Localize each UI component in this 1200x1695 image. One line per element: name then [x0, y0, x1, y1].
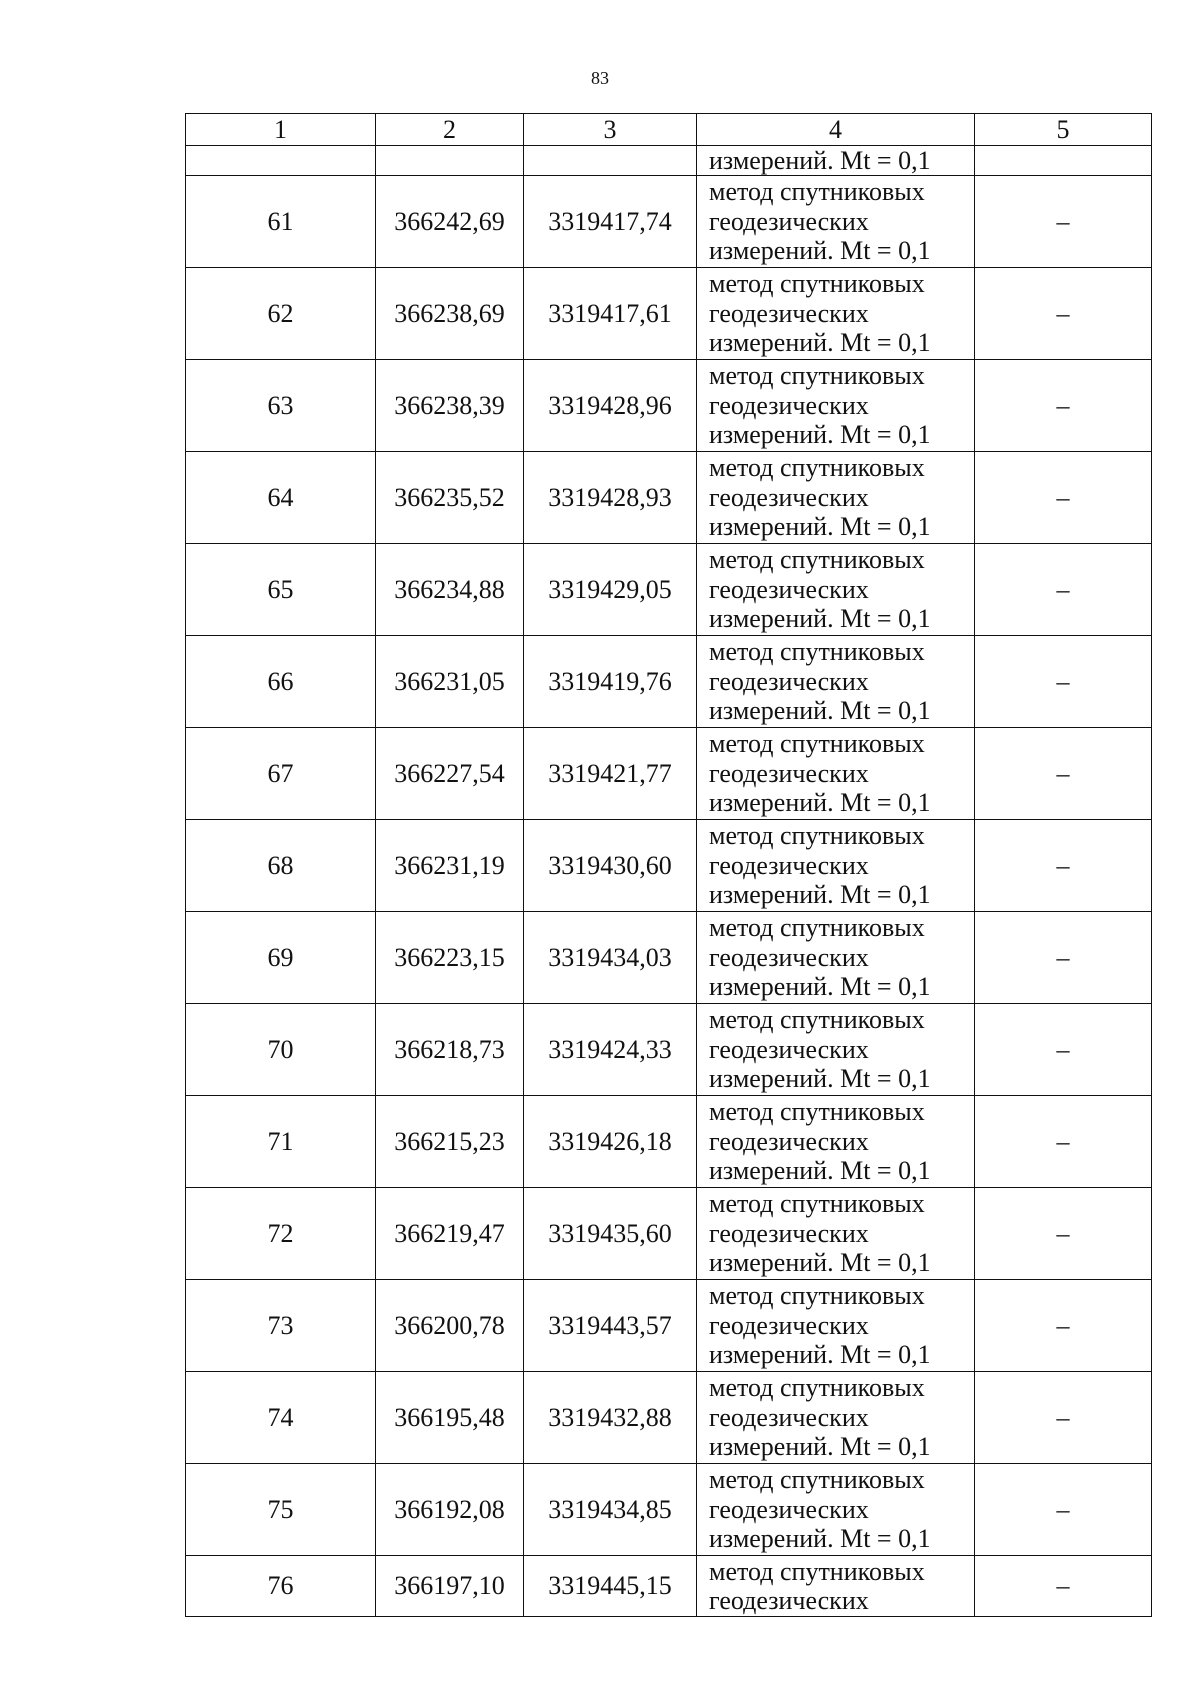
method-cell: [697, 728, 975, 820]
method-line: геодезических: [709, 1586, 869, 1615]
method-line: измерений. Mt = 0,1: [709, 1524, 931, 1554]
table-body: [186, 146, 1152, 1617]
method-line: метод спутниковых: [709, 821, 925, 851]
continuation-x-cell: [376, 146, 524, 176]
x-coordinate-cell: 366218,73: [376, 1004, 524, 1096]
table-row: [186, 1556, 1152, 1617]
method-line: метод спутниковых: [709, 453, 925, 483]
method-line: метод спутниковых: [709, 1281, 925, 1311]
point-number-cell: 71: [186, 1096, 376, 1188]
y-coordinate-cell: 3319429,05: [524, 544, 697, 636]
point-number-cell: 66: [186, 636, 376, 728]
point-number-cell: 64: [186, 452, 376, 544]
method-line: геодезических: [709, 482, 869, 512]
point-number-cell: 75: [186, 1464, 376, 1556]
method-line: геодезических: [709, 1218, 869, 1248]
y-coordinate-cell: 3319424,33: [524, 1004, 697, 1096]
note-cell: –: [975, 1188, 1152, 1280]
x-coordinate-cell: 366227,54: [376, 728, 524, 820]
point-number-cell: 73: [186, 1280, 376, 1372]
method-line: измерений. Mt = 0,1: [709, 972, 931, 1002]
table-row: [186, 1372, 1152, 1464]
column-header-4: 4: [697, 114, 975, 146]
method-cell: [697, 1464, 975, 1556]
y-coordinate-cell: 3319417,61: [524, 268, 697, 360]
method-line: измерений. Mt = 0,1: [709, 1432, 931, 1462]
method-line: измерений. Mt = 0,1: [709, 604, 931, 634]
method-line: измерений. Mt = 0,1: [709, 1064, 931, 1094]
y-coordinate-cell: 3319432,88: [524, 1372, 697, 1464]
method-cell: [697, 360, 975, 452]
note-cell: –: [975, 452, 1152, 544]
method-line: измерений. Mt = 0,1: [709, 788, 931, 818]
method-line: геодезических: [709, 1494, 869, 1524]
note-cell: –: [975, 268, 1152, 360]
method-line: измерений. Mt = 0,1: [709, 512, 931, 542]
note-cell: –: [975, 728, 1152, 820]
method-line: геодезических: [709, 666, 869, 696]
method-line: геодезических: [709, 574, 869, 604]
continuation-y-cell: [524, 146, 697, 176]
header-row: [186, 114, 1152, 146]
x-coordinate-cell: 366195,48: [376, 1372, 524, 1464]
method-line: измерений. Mt = 0,1: [709, 1156, 931, 1186]
method-cell: [697, 176, 975, 268]
method-line: геодезических: [709, 942, 869, 972]
x-coordinate-cell: 366215,23: [376, 1096, 524, 1188]
y-coordinate-cell: 3319434,85: [524, 1464, 697, 1556]
method-line: геодезических: [709, 1402, 869, 1432]
y-coordinate-cell: 3319445,15: [524, 1556, 697, 1617]
point-number-cell: 76: [186, 1556, 376, 1617]
continuation-note-cell: [975, 146, 1152, 176]
note-cell: –: [975, 1372, 1152, 1464]
page-number: 83: [591, 68, 609, 88]
note-cell: –: [975, 544, 1152, 636]
point-number-cell: 67: [186, 728, 376, 820]
method-cell: [697, 1372, 975, 1464]
method-line: измерений. Mt = 0,1: [709, 1340, 931, 1370]
method-line: геодезических: [709, 1310, 869, 1340]
column-header-5: 5: [975, 114, 1152, 146]
method-line: метод спутниковых: [709, 1556, 925, 1586]
note-cell: –: [975, 636, 1152, 728]
y-coordinate-cell: 3319426,18: [524, 1096, 697, 1188]
y-coordinate-cell: 3319428,93: [524, 452, 697, 544]
point-number-cell: 69: [186, 912, 376, 1004]
x-coordinate-cell: 366192,08: [376, 1464, 524, 1556]
coordinates-table: [185, 113, 1152, 1617]
method-cell: [697, 1556, 975, 1617]
note-cell: –: [975, 1004, 1152, 1096]
method-cell: [697, 636, 975, 728]
method-line: метод спутниковых: [709, 1373, 925, 1403]
method-line: геодезических: [709, 1034, 869, 1064]
x-coordinate-cell: 366238,39: [376, 360, 524, 452]
note-cell: –: [975, 1556, 1152, 1617]
column-header-1: 1: [186, 114, 376, 146]
method-cell: [697, 268, 975, 360]
continuation-method-cell: измерений. Mt = 0,1: [697, 146, 975, 176]
method-cell: [697, 1096, 975, 1188]
method-line: метод спутниковых: [709, 1097, 925, 1127]
method-line: метод спутниковых: [709, 545, 925, 575]
method-cell: [697, 1004, 975, 1096]
point-number-cell: 70: [186, 1004, 376, 1096]
continuation-row: [186, 146, 1152, 176]
method-line: метод спутниковых: [709, 913, 925, 943]
method-cell: [697, 912, 975, 1004]
table-row: [186, 452, 1152, 544]
method-cell: [697, 1280, 975, 1372]
table-row: [186, 820, 1152, 912]
y-coordinate-cell: 3319417,74: [524, 176, 697, 268]
method-line: метод спутниковых: [709, 1189, 925, 1219]
note-cell: –: [975, 820, 1152, 912]
point-number-cell: 68: [186, 820, 376, 912]
y-coordinate-cell: 3319435,60: [524, 1188, 697, 1280]
method-line: метод спутниковых: [709, 177, 925, 207]
method-line: геодезических: [709, 390, 869, 420]
method-cell: [697, 820, 975, 912]
note-cell: –: [975, 1280, 1152, 1372]
y-coordinate-cell: 3319428,96: [524, 360, 697, 452]
x-coordinate-cell: 366234,88: [376, 544, 524, 636]
method-line: метод спутниковых: [709, 361, 925, 391]
x-coordinate-cell: 366238,69: [376, 268, 524, 360]
x-coordinate-cell: 366223,15: [376, 912, 524, 1004]
table-row: [186, 360, 1152, 452]
method-line: геодезических: [709, 758, 869, 788]
y-coordinate-cell: 3319434,03: [524, 912, 697, 1004]
note-cell: –: [975, 1464, 1152, 1556]
method-line: геодезических: [709, 206, 869, 236]
method-line: геодезических: [709, 1126, 869, 1156]
method-line: метод спутниковых: [709, 637, 925, 667]
table-row: [186, 1280, 1152, 1372]
method-line: метод спутниковых: [709, 1005, 925, 1035]
table-row: [186, 1004, 1152, 1096]
continuation-num-cell: [186, 146, 376, 176]
x-coordinate-cell: 366200,78: [376, 1280, 524, 1372]
x-coordinate-cell: 366231,19: [376, 820, 524, 912]
point-number-cell: 61: [186, 176, 376, 268]
method-line: геодезических: [709, 850, 869, 880]
note-cell: –: [975, 1096, 1152, 1188]
point-number-cell: 74: [186, 1372, 376, 1464]
x-coordinate-cell: 366219,47: [376, 1188, 524, 1280]
column-header-2: 2: [376, 114, 524, 146]
point-number-cell: 65: [186, 544, 376, 636]
table-row: [186, 636, 1152, 728]
x-coordinate-cell: 366242,69: [376, 176, 524, 268]
method-line: измерений. Mt = 0,1: [709, 880, 931, 910]
table-row: [186, 728, 1152, 820]
table-row: [186, 176, 1152, 268]
method-line: геодезических: [709, 298, 869, 328]
method-cell: [697, 452, 975, 544]
table-row: [186, 1096, 1152, 1188]
y-coordinate-cell: 3319430,60: [524, 820, 697, 912]
note-cell: –: [975, 360, 1152, 452]
y-coordinate-cell: 3319421,77: [524, 728, 697, 820]
method-line: измерений. Mt = 0,1: [709, 420, 931, 450]
table-row: [186, 1188, 1152, 1280]
point-number-cell: 62: [186, 268, 376, 360]
method-line: метод спутниковых: [709, 729, 925, 759]
method-line: измерений. Mt = 0,1: [709, 696, 931, 726]
x-coordinate-cell: 366231,05: [376, 636, 524, 728]
x-coordinate-cell: 366235,52: [376, 452, 524, 544]
note-cell: –: [975, 176, 1152, 268]
table-row: [186, 268, 1152, 360]
note-cell: –: [975, 912, 1152, 1004]
method-line: измерений. Mt = 0,1: [709, 236, 931, 266]
method-line: метод спутниковых: [709, 269, 925, 299]
x-coordinate-cell: 366197,10: [376, 1556, 524, 1617]
point-number-cell: 63: [186, 360, 376, 452]
method-cell: [697, 1188, 975, 1280]
table-row: [186, 912, 1152, 1004]
method-line: метод спутниковых: [709, 1465, 925, 1495]
table-row: [186, 544, 1152, 636]
y-coordinate-cell: 3319419,76: [524, 636, 697, 728]
point-number-cell: 72: [186, 1188, 376, 1280]
table-row: [186, 1464, 1152, 1556]
method-cell: [697, 544, 975, 636]
column-header-3: 3: [524, 114, 697, 146]
method-line: измерений. Mt = 0,1: [709, 1248, 931, 1278]
y-coordinate-cell: 3319443,57: [524, 1280, 697, 1372]
method-line: измерений. Mt = 0,1: [709, 328, 931, 358]
